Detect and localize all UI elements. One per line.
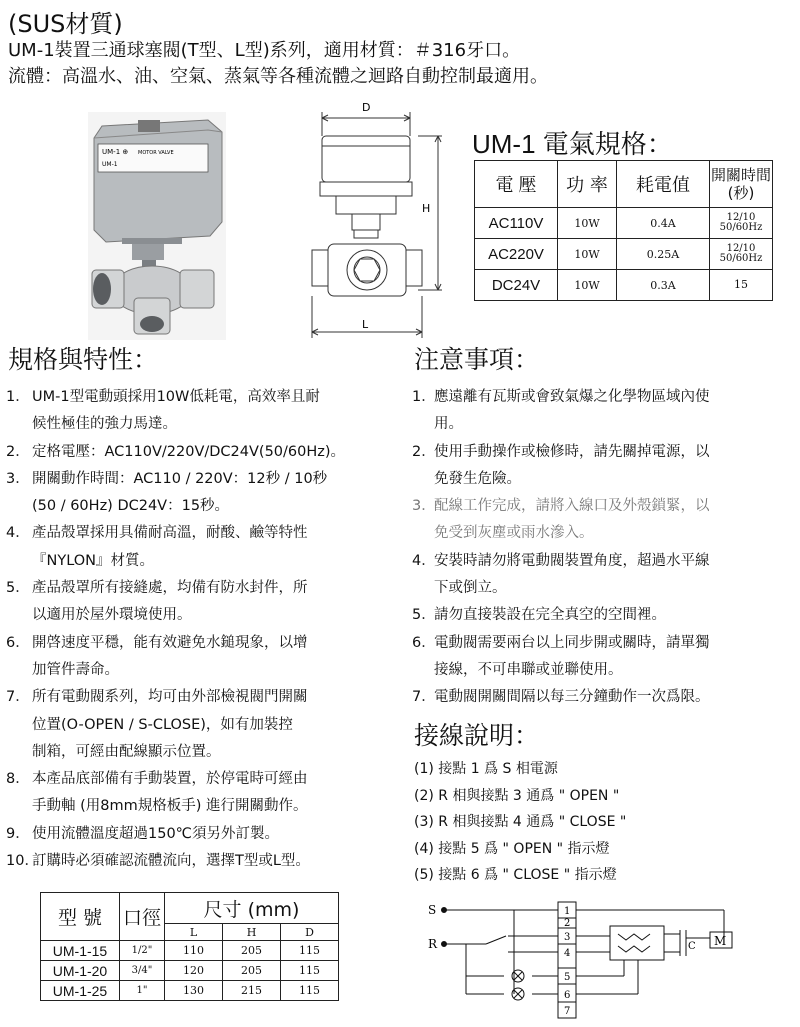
terminal-1: 1 — [564, 906, 571, 917]
list-item — [412, 630, 796, 657]
item-number: 3． — [412, 498, 436, 515]
header-model: 型 號 — [41, 893, 120, 941]
notes-title: 注意事項： — [414, 345, 540, 374]
item-text: 安裝時請勿將電動閥裝置角度，超過水平線 — [434, 552, 710, 569]
list-item-cont — [6, 712, 401, 739]
item-text: 免發生危險。 — [434, 470, 521, 487]
h-cell: 215 — [223, 981, 281, 1001]
item-text: 制箱，可經由配線顯示位置。 — [32, 743, 221, 760]
header-l: L — [165, 924, 223, 941]
header-current: 耗電值 — [617, 161, 710, 208]
phase-r-label: R — [428, 937, 438, 951]
notes-list — [412, 384, 796, 712]
list-item-cont — [6, 739, 401, 766]
item-text: 電動閥需要兩台以上同步開或關時，請單獨 — [434, 634, 710, 651]
plate-text-3: UM-1 — [102, 161, 118, 168]
list-item — [6, 821, 401, 848]
item-number: 2． — [412, 443, 436, 460]
time-cell-1: 12/10 — [726, 243, 756, 254]
item-text: 『NYLON』材質。 — [32, 552, 155, 569]
list-item — [6, 848, 401, 875]
list-item — [412, 548, 796, 575]
item-number: 8． — [6, 771, 30, 788]
power-cell: 10W — [558, 270, 617, 301]
item-text: 免受到灰塵或雨水滲入。 — [434, 525, 594, 542]
item-number: 1． — [6, 389, 30, 405]
product-photo — [88, 112, 226, 340]
plate-text-2: MOTOR VALVE — [138, 150, 174, 156]
terminal-2: 2 — [564, 918, 571, 929]
item-text: (50 / 60Hz) DC24V：15秒。 — [32, 498, 230, 515]
list-item — [6, 520, 401, 547]
list-item — [6, 575, 401, 602]
item-text: 位置(O-OPEN / S-CLOSE)，如有加裝控 — [32, 716, 293, 733]
l-cell: 110 — [165, 941, 223, 961]
wiring-circuit-diagram — [424, 898, 736, 1026]
material-heading: (SUS材質) — [8, 10, 123, 38]
item-number: 10． — [6, 853, 39, 870]
item-number: 5． — [412, 607, 436, 624]
electrical-row — [475, 270, 773, 301]
list-item-cont — [6, 602, 401, 629]
list-item-cont — [6, 657, 401, 684]
l-cell: 130 — [165, 981, 223, 1001]
list-item-cont — [412, 466, 796, 493]
header-switch-time-line2: (秒) — [727, 184, 755, 202]
dim-d-label: D — [362, 101, 371, 114]
table-row — [41, 981, 339, 1001]
phase-s-label: S — [428, 903, 437, 917]
item-text: 使用手動操作或檢修時，請先關掉電源，以 — [434, 443, 710, 460]
item-number: 6． — [412, 634, 436, 651]
item-text: 開關動作時間：AC110 / 220V：12秒 / 10秒 — [32, 470, 328, 487]
item-text: 接線，不可串聯或並聯使用。 — [434, 661, 623, 678]
item-number: 6． — [6, 634, 30, 651]
header-port: 口徑 — [120, 893, 165, 941]
list-item — [412, 602, 796, 629]
item-number: 4． — [6, 525, 30, 542]
header-d: D — [281, 924, 339, 941]
item-text: 使用流體溫度超過150℃須另外訂製。 — [32, 825, 279, 842]
item-text: 配線工作完成，請將入線口及外殼鎖緊，以 — [434, 498, 710, 515]
terminal-3: 3 — [564, 932, 571, 943]
wiring-item: (1) 接點 1 爲 S 相電源 — [414, 761, 558, 777]
item-text: 下或倒立。 — [434, 580, 507, 597]
wiring-item: (3) R 相與接點 4 通爲 " CLOSE " — [414, 814, 627, 830]
capacitor-label: C — [688, 941, 696, 952]
time-cell — [710, 208, 773, 239]
power-cell: 10W — [558, 208, 617, 239]
item-text: 候性極佳的強力馬達。 — [32, 416, 177, 433]
item-text: 應遠離有瓦斯或會致氣爆之化學物區域內使 — [434, 389, 710, 405]
terminal-5: 5 — [564, 972, 571, 983]
electrical-row — [475, 208, 773, 239]
d-cell: 115 — [281, 981, 339, 1001]
model-cell: UM-1-15 — [41, 941, 120, 961]
item-text: 開啓速度平穩，能有效避免水鎚現象，以增 — [32, 634, 308, 651]
list-item — [6, 766, 401, 793]
time-cell-1: 15 — [734, 278, 748, 291]
item-number: 7． — [412, 689, 436, 706]
current-cell: 0.25A — [617, 239, 710, 270]
wiring-item: (2) R 相與接點 3 通爲 " OPEN " — [414, 787, 620, 804]
item-text: 定格電壓：AC110V/220V/DC24V(50/60Hz)。 — [32, 443, 346, 460]
power-cell: 10W — [558, 239, 617, 270]
item-text: 手動軸 (用8mm規格板手) 進行開關動作。 — [32, 798, 308, 815]
item-text: 所有電動閥系列，均可由外部檢視閥門開關 — [32, 689, 308, 706]
port-cell: 1/2" — [120, 941, 165, 961]
specs-list — [6, 384, 401, 875]
header-switch-time-line1: 開關時間 — [710, 166, 771, 184]
header-h: H — [223, 924, 281, 941]
list-item-cont — [6, 548, 401, 575]
d-cell: 115 — [281, 961, 339, 981]
dimension-drawing — [292, 100, 447, 345]
model-cell: UM-1-20 — [41, 961, 120, 981]
wiring-item: (4) 接點 5 爲 " OPEN " 指示燈 — [414, 840, 610, 857]
port-cell: 3/4" — [120, 961, 165, 981]
port-cell: 1" — [120, 981, 165, 1001]
intro-line-1: UM-1裝置三通球塞閥(T型、L型)系列，適用材質：＃316牙口。 — [8, 40, 521, 61]
item-text: 本產品底部備有手動裝置，於停電時可經由 — [32, 771, 308, 788]
time-cell-2: 50/60Hz — [719, 222, 763, 233]
header-voltage: 電 壓 — [475, 161, 558, 208]
list-item — [6, 466, 401, 493]
item-number: 7． — [6, 689, 30, 706]
item-text: 產品殼罩採用具備耐高溫，耐酸、鹼等特性 — [32, 525, 308, 542]
specs-title: 規格與特性： — [8, 345, 159, 374]
list-item-cont — [6, 493, 401, 520]
wiring-list — [414, 756, 626, 889]
item-text: 請勿直接裝設在完全真空的空間裡。 — [434, 607, 666, 624]
item-text: 用。 — [434, 416, 463, 433]
motor-label: M — [714, 934, 727, 948]
item-number: 1． — [412, 389, 436, 405]
time-cell-2: 50/60Hz — [719, 253, 763, 264]
item-text: 加管件壽命。 — [32, 661, 119, 678]
time-cell — [710, 270, 773, 301]
voltage-cell: DC24V — [475, 270, 558, 301]
voltage-cell: AC110V — [475, 208, 558, 239]
list-item-cont — [412, 411, 796, 438]
h-cell: 205 — [223, 941, 281, 961]
wiring-item: (5) 接點 6 爲 " CLOSE " 指示燈 — [414, 867, 617, 883]
terminal-4: 4 — [564, 948, 571, 959]
item-number: 9． — [6, 825, 30, 842]
list-item-cont — [6, 411, 401, 438]
list-item — [412, 439, 796, 466]
voltage-cell: AC220V — [475, 239, 558, 270]
time-cell-1: 12/10 — [726, 212, 756, 223]
header-power: 功 率 — [558, 161, 617, 208]
h-cell: 205 — [223, 961, 281, 981]
terminal-7: 7 — [564, 1006, 571, 1017]
list-item-cont — [412, 520, 796, 547]
list-item — [6, 684, 401, 711]
electrical-header-row — [475, 161, 773, 208]
plate-text-1: UM-1 ⊕ — [102, 148, 129, 156]
dimensions-table — [40, 892, 339, 1001]
list-item — [6, 630, 401, 657]
item-text: 電動閥開關間隔以每三分鐘動作一次爲限。 — [434, 689, 710, 706]
table-row — [41, 941, 339, 961]
header-size: 尺寸 (mm) — [165, 893, 339, 924]
item-text: 產品殼罩所有接縫處，均備有防水封件，所 — [32, 580, 308, 597]
electrical-row — [475, 239, 773, 270]
item-number: 4． — [412, 552, 436, 569]
terminal-6: 6 — [564, 990, 571, 1001]
list-item — [6, 439, 401, 466]
wiring-title: 接線說明： — [414, 721, 540, 750]
intro-line-2: 流體：高溫水、油、空氣、蒸氣等各種流體之迴路自動控制最適用。 — [8, 66, 548, 87]
electrical-spec-title: UM-1 電氣規格： — [472, 129, 673, 159]
dim-l-label: L — [362, 318, 369, 331]
current-cell: 0.3A — [617, 270, 710, 301]
dim-h-label: H — [422, 202, 431, 215]
header-switch-time — [710, 161, 773, 208]
item-number: 3． — [6, 470, 30, 487]
list-item-cont — [412, 657, 796, 684]
model-cell: UM-1-25 — [41, 981, 120, 1001]
current-cell: 0.4A — [617, 208, 710, 239]
table-row — [41, 961, 339, 981]
time-cell — [710, 239, 773, 270]
list-item-cont — [412, 575, 796, 602]
l-cell: 120 — [165, 961, 223, 981]
list-item — [412, 384, 796, 411]
item-text: UM-1型電動頭採用10W低耗電，高效率且耐 — [32, 389, 320, 405]
item-text: 以適用於屋外環境使用。 — [32, 607, 192, 624]
item-number: 5． — [6, 580, 30, 597]
list-item-cont — [6, 793, 401, 820]
item-number: 2． — [6, 443, 30, 460]
list-item — [412, 493, 796, 520]
electrical-spec-table — [474, 160, 773, 301]
list-item — [412, 684, 796, 711]
d-cell: 115 — [281, 941, 339, 961]
item-text: 訂購時必須確認流體流向，選擇T型或L型。 — [32, 853, 310, 870]
list-item — [6, 384, 401, 411]
